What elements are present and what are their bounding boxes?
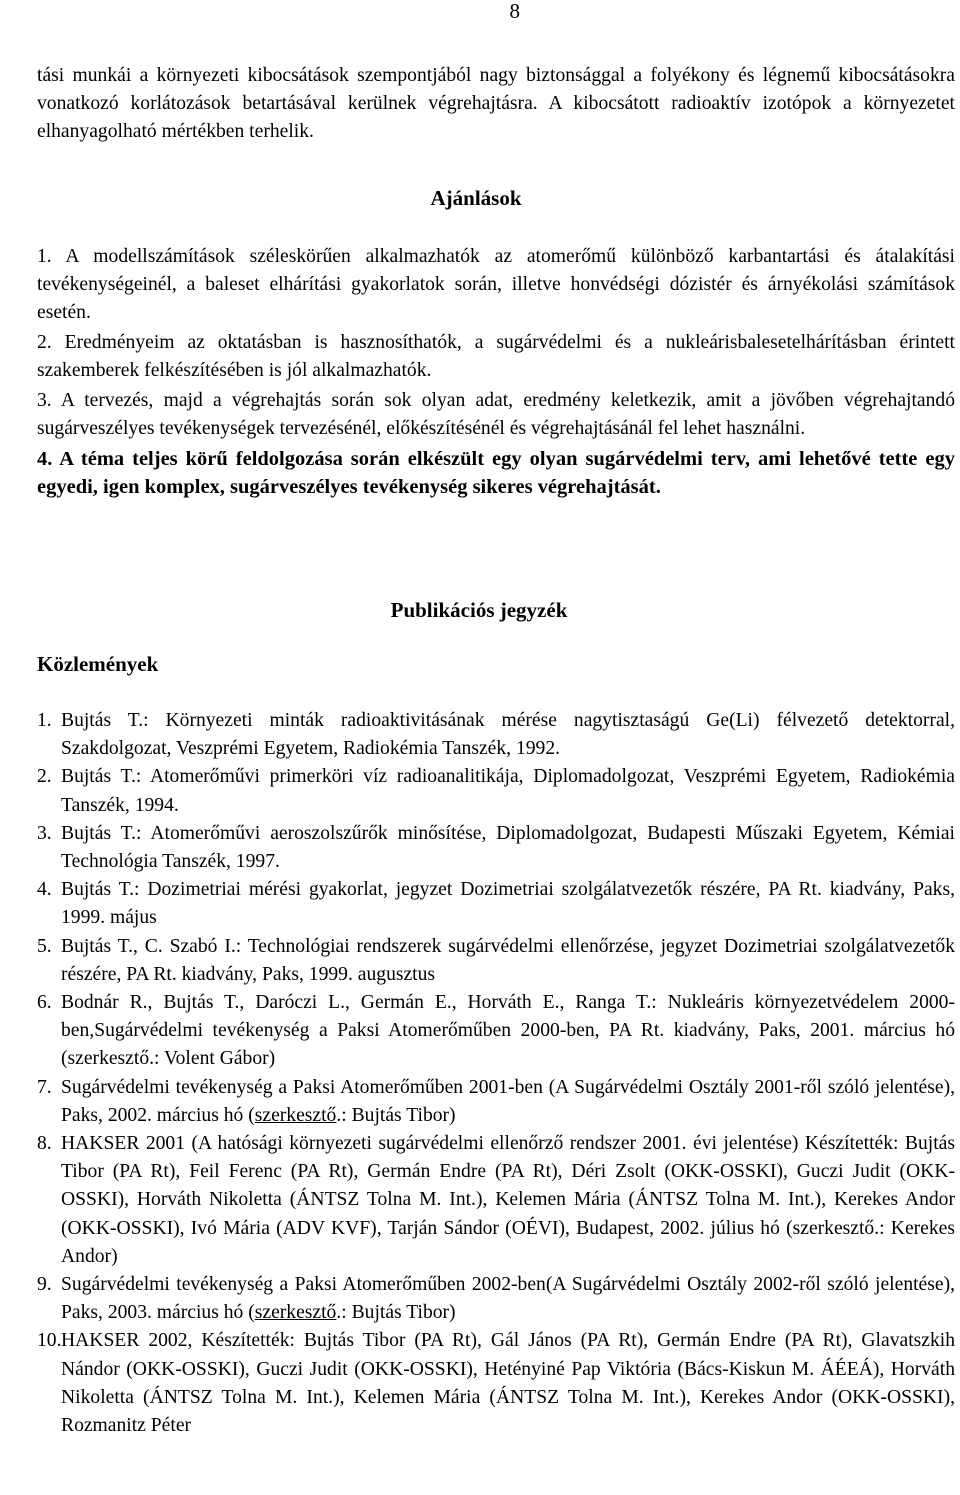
publication-item [37,820,955,876]
publication-number: 7. [37,1076,52,1098]
publication-number: 6. [37,992,52,1014]
publication-text: HAKSER 2001 (A hatósági környezeti sugárvédelmi ellenőrző rendszer 2001. évi jelentése) Készítették: Bujtás Tibor (PA Rt), Feil Ferenc (PA Rt), Germán Endre (PA Rt), Déri Zsolt (OKK-OSSKI), Guczi Judit (OKK-OSSKI), Horváth Nikoletta (ÁNTSZ Tolna M. Int.), Kelemen Mária (ÁNTSZ Tolna M. Int.), Kerekes Andor (OKK-OSSKI), Ivó Mária (ADV KVF), Tarján Sándor (OÉVI), Budapest, 2002. július hó (szerkesztő.: Kerekes Andor) [61,1133,955,1267]
publication-item [37,707,955,763]
publication-text [61,1271,955,1327]
publication-text-part: .: Bujtás Tibor) [336,1302,456,1324]
publication-number: 2. [37,766,52,788]
publication-text [61,1074,955,1130]
publication-number: 10. [37,1330,62,1352]
publication-text: Bodnár R., Bujtás T., Daróczi L., Germán E., Horváth E., Ranga T.: Nukleáris környezetvédelem 2000-ben,Sugárvédelmi tevékenység a Paksi Atomerőműben 2000-ben, PA Rt. kiadvány, Paks, 2001. március hó (szerkesztő.: Volent Gábor) [61,992,955,1070]
publication-editor-link: szerkesztő [254,1302,337,1324]
recommendation-item: 1. A modellszámítások széleskörűen alkalmazhatók az atomerőmű különböző karbantartási és átalakítási tevékenységeinél, a baleset elhárítási gyakorlatok során, illetve honvédségi dózistér és árnyékolási számítások esetén. [37,246,955,323]
publication-number: 4. [37,879,52,901]
publication-text: HAKSER 2002, Készítették: Bujtás Tibor (PA Rt), Gál János (PA Rt), Germán Endre (PA Rt), Glavatszkih Nándor (OKK-OSSKI), Guczi Judit (OKK-OSSKI), Hetényiné Pap Viktória (Bács-Kiskun M. ÁÉEÁ), Horváth Nikoletta (ÁNTSZ Tolna M. Int.), Kelemen Mária (ÁNTSZ Tolna M. Int.), Kerekes Andor (OKK-OSSKI), Rozmanitz Péter [61,1330,955,1437]
publication-text-part: .: Bujtás Tibor) [336,1104,456,1126]
publication-number: 3. [37,822,52,844]
publication-number: 9. [37,1274,52,1296]
publication-item [37,763,955,819]
publication-list [37,707,955,1440]
publication-text: Bujtás T.: Atomerőművi aeroszolszűrők minősítése, Diplomadolgozat, Budapesti Műszaki Egyetem, Kémiai Technológia Tanszék, 1997. [61,822,955,873]
publication-number: 8. [37,1133,52,1155]
publication-text-part: Sugárvédelmi tevékenység a Paksi Atomerőműben 2001-ben (A Sugárvédelmi Osztály 2001-ről szóló jelentése), Paks, 2002. március hó ( [61,1076,955,1126]
publication-item [37,1327,955,1440]
publication-item [37,1074,955,1130]
publication-item [37,1130,955,1271]
recommendations-list [37,243,955,503]
publication-text: Bujtás T.: Atomerőművi primerköri víz radioanalitikája, Diplomadolgozat, Veszprémi Egyetem, Radiokémia Tanszék, 1994. [61,766,955,816]
recommendations-heading: Ajánlások [430,186,522,210]
kozlemenyek-heading: Közlemények [37,652,159,676]
publication-text: Bujtás T., C. Szabó I.: Technológiai rendszerek sugárvédelmi ellenőrzése, jegyzet Dozimetriai szolgálatvezetők részére, PA Rt. kiadvány, Paks, 1999. augusztus [61,935,955,985]
publication-item [37,933,955,989]
publication-item [37,1271,955,1327]
publication-item [37,876,955,932]
publication-editor-link: szerkesztő [254,1104,337,1126]
publication-text: Bujtás T.: Környezeti minták radioaktivitásának mérése nagytisztaságú Ge(Li) félvezető detektorral, Szakdolgozat, Veszprémi Egyetem, Radiokémia Tanszék, 1992. [61,710,955,760]
publications-heading: Publikációs jegyzék [390,598,568,622]
page-number: 8 [509,0,520,23]
publication-number: 1. [37,710,52,731]
recommendation-item: 3. A tervezés, majd a végrehajtás során sok olyan adat, eredmény keletkezik, amit a jövőben végrehajtandó sugárveszélyes tevékenységek tervezésénél, előkészítésénél és végrehajtásánál fel lehet használni. [37,390,955,439]
publication-item [37,989,955,1074]
intro-paragraph: tási munkái a környezeti kibocsátások szempontjából nagy biztonsággal a folyékony és légnemű kibocsátásokra vonatkozó korlátozások betartásával kerülnek végrehajtásra. A kibocsátott radioaktív izotópok a környezetet elhanyagolható mértékben terhelik. [37,65,955,142]
publication-number: 5. [37,935,52,957]
publication-text-part: Sugárvédelmi tevékenység a Paksi Atomerőműben 2002-ben(A Sugárvédelmi Osztály 2002-ről szóló jelentése), Paks, 2003. március hó ( [61,1274,955,1324]
publication-text: Bujtás T.: Dozimetriai mérési gyakorlat, jegyzet Dozimetriai szolgálatvezetők részére, PA Rt. kiadvány, Paks, 1999. május [61,879,955,929]
recommendation-item: 2. Eredményeim az oktatásban is hasznosíthatók, a sugárvédelmi és a nukleárisbalesetelhárításban érintett szakemberek felkészítésében is jól alkalmazhatók. [37,332,955,381]
recommendation-item: 4. A téma teljes körű feldolgozása során elkészült egy olyan sugárvédelmi terv, ami lehetővé tette egy egyedi, igen komplex, sugárveszélyes tevékenység sikeres végrehajtását. [37,448,955,498]
